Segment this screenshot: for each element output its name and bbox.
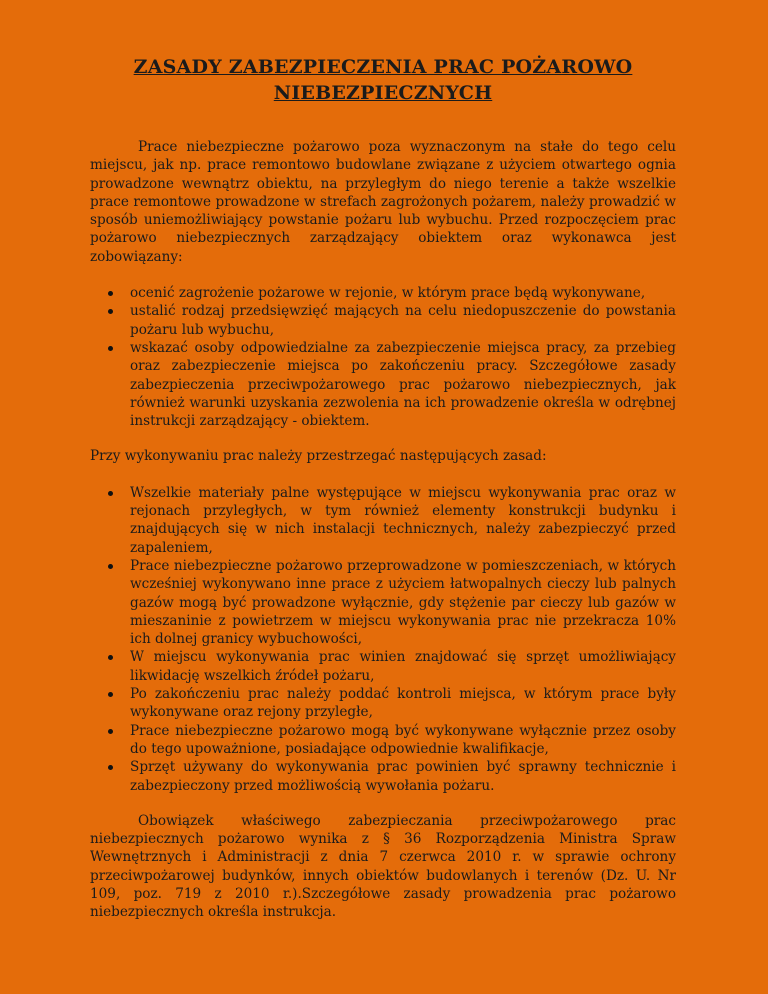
list-item: ocenić zagrożenie pożarowe w rejonie, w którym prace będą wykonywane, [130, 284, 676, 302]
list-item: wskazać osoby odpowiedzialne za zabezpieczenie miejsca pracy, za przebieg oraz zabezpieczenie miejsca po zakończeniu pracy. Szczegółowe zasady zabezpieczenia przeciwpożarowego prac pożarowo niebezpiecznych, jak również warunki uzyskania zezwolenia na ich prowadzenie określa w odrębnej instrukcji zarządzający - obiektem. [130, 339, 676, 430]
intro-paragraph: Prace niebezpieczne pożarowo poza wyznaczonym na stałe do tego celu miejscu, jak np. prace remontowo budowlane związane z użyciem otwartego ognia prowadzone wewnątrz obiektu, na przyległym do niego terenie a także wszelkie prace remontowe prowadzone w strefach zagrożonych pożarem, należy prowadzić w sposób uniemożliwiający powstanie pożaru lub wybuchu. Przed rozpoczęciem prac pożarowo niebezpiecznych zarządzający obiektem oraz wykonawca jest zobowiązany: [90, 139, 676, 265]
list-item: Wszelkie materiały palne występujące w miejscu wykonywania prac oraz w rejonach przyległych, w tym również elementy konstrukcji budynku i znajdujących się w nich instalacji technicznych, należy zabezpieczyć przed zapaleniem, [130, 484, 676, 556]
closing-paragraph: Obowiązek właściwego zabezpieczania przeciwpożarowego prac niebezpiecznych pożarowo wynika z § 36 Rozporządzenia Ministra Spraw Wewnętrznych i Administracji z dnia 7 czerwca 2010 r. w sprawie ochrony przeciwpożarowej budynków, innych obiektów budowlanych i terenów (Dz. U. Nr 109, poz. 719 z 2010 r.).Szczegółowe zasady prowadzenia prac pożarowo niebezpiecznych określa instrukcja. [90, 812, 676, 921]
list-item: Prace niebezpieczne pożarowo przeprowadzone w pomieszczeniach, w których wcześniej wykonywano inne prace z użyciem łatwopalnych cieczy lub palnych gazów mogą być prowadzone wyłącznie, gdy stężenie par cieczy lub gazów w mieszaninie z powietrzem w miejscu wykonywania prac nie przekracza 10% ich dolnej granicy wybuchowości, [130, 557, 676, 648]
list-item: Sprzęt używany do wykonywania prac powinien być sprawny technicznie i zabezpieczony przed możliwością wywołania pożaru. [130, 759, 676, 794]
list-item: ustalić rodzaj przedsięwzięć mających na celu niedopuszczenie do powstania pożaru lub wybuchu, [130, 303, 676, 338]
list-item: Po zakończeniu prac należy poddać kontroli miejsca, w którym prace były wykonywane oraz rejony przyległe, [130, 686, 676, 721]
document-title: ZASADY ZABEZPIECZENIA PRAC POŻAROWO NIEBEZPIECZNYCH [133, 56, 633, 104]
document-page [90, 54, 676, 922]
list-item: W miejscu wykonywania prac winien znajdować się sprzęt umożliwiający likwidację wszelkich źródeł pożaru, [130, 649, 676, 684]
obligations-list [90, 284, 676, 430]
rules-heading: Przy wykonywaniu prac należy przestrzegać następujących zasad: [90, 448, 547, 465]
list-item: Prace niebezpieczne pożarowo mogą być wykonywane wyłącznie przez osoby do tego upoważnione, posiadające odpowiednie kwalifikacje, [130, 722, 676, 757]
rules-list [90, 484, 676, 795]
